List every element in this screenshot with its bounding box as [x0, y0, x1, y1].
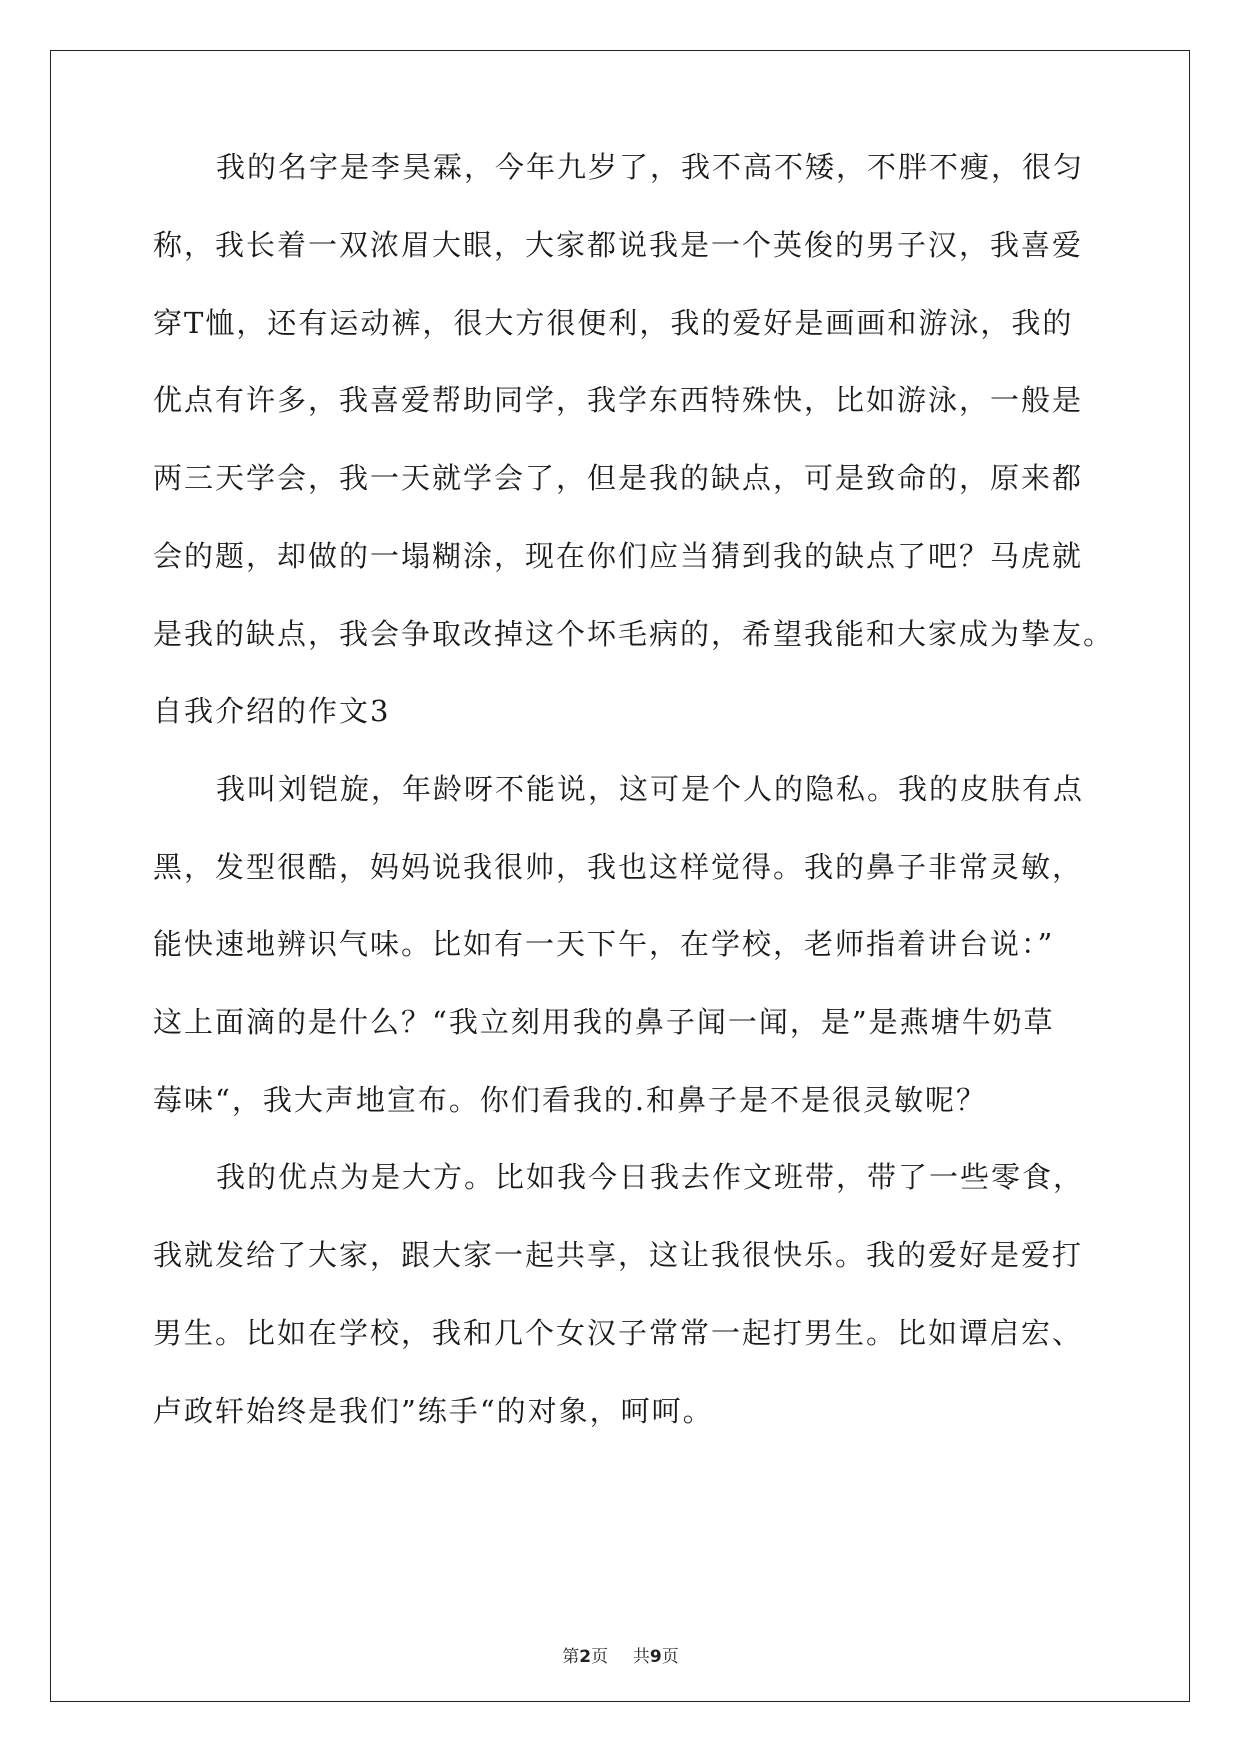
- page-footer: [0, 1647, 1241, 1667]
- paragraph-1-line-4: 优点有许多，我喜爱帮助同学，我学东西特殊快，比如游泳，一般是: [153, 383, 1084, 417]
- paragraph-1-line-7: 是我的缺点，我会争取改掉这个坏毛病的，希望我能和大家成为挚友。: [153, 617, 1115, 651]
- current-page-number: 2: [579, 1647, 592, 1667]
- section-heading: 自我介绍的作文3: [153, 694, 391, 728]
- paragraph-1-line-1: 我的名字是李昊霖，今年九岁了，我不高不矮，不胖不瘦，很匀: [216, 150, 1085, 184]
- paragraph-2-line-4: 这上面滴的是什么？“我立刻用我的鼻子闻一闻，是”是燕塘牛奶草: [153, 1005, 1055, 1039]
- paragraph-2-line-3: 能快速地辨识气味。比如有一天下午，在学校，老师指着讲台说：”: [153, 927, 1055, 961]
- paragraph-2-line-5: 莓味“，我大声地宣布。你们看我的.和鼻子是不是很灵敏呢？: [153, 1083, 988, 1117]
- total-page-number: 9: [649, 1647, 662, 1667]
- paragraph-2-line-2: 黑，发型很酷，妈妈说我很帅，我也这样觉得。我的鼻子非常灵敏，: [153, 850, 1084, 884]
- paragraph-1-line-6: 会的题，却做的一塌糊涂，现在你们应当猜到我的缺点了吧？马虎就: [153, 539, 1084, 573]
- paragraph-3-line-1: 我的优点为是大方。比如我今日我去作文班带，带了一些零食，: [216, 1160, 1085, 1194]
- page-number: 第2页: [562, 1647, 609, 1667]
- total-pages: 共9页: [632, 1647, 679, 1667]
- paragraph-1-line-3: 穿T恤，还有运动裤，很大方很便利，我的爱好是画画和游泳，我的: [153, 306, 1074, 340]
- paragraph-3-line-2: 我就发给了大家，跟大家一起共享，这让我很快乐。我的爱好是爱打: [153, 1238, 1084, 1272]
- paragraph-1-line-2: 称，我长着一双浓眉大眼，大家都说我是一个英俊的男子汉，我喜爱: [153, 228, 1084, 262]
- paragraph-3-line-4: 卢政轩始终是我们”练手“的对象，呵呵。: [153, 1394, 714, 1428]
- paragraph-3-line-3: 男生。比如在学校，我和几个女汉子常常一起打男生。比如谭启宏、: [153, 1316, 1084, 1350]
- paragraph-2-line-1: 我叫刘铠旋，年龄呀不能说，这可是个人的隐私。我的皮肤有点: [216, 772, 1085, 806]
- paragraph-1-line-5: 两三天学会，我一天就学会了，但是我的缺点，可是致命的，原来都: [153, 461, 1084, 495]
